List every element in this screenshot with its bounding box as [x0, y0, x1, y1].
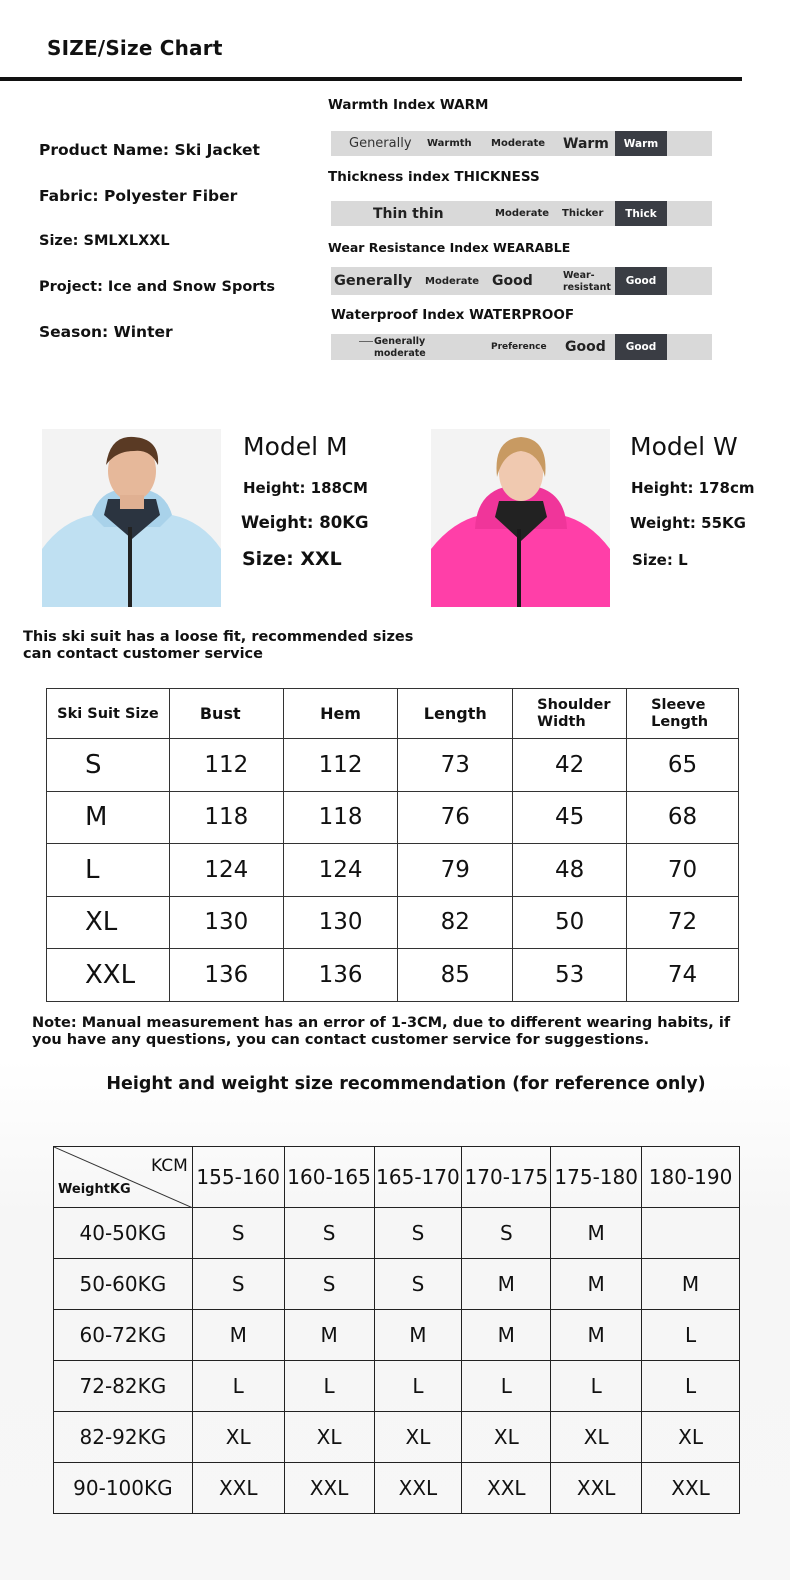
waterproof-label: Preference	[491, 342, 547, 352]
table-cell: 130	[169, 896, 283, 949]
wear-label: Good	[492, 273, 533, 289]
table-cell: 53	[513, 949, 627, 1002]
table-cell: S	[374, 1208, 462, 1259]
table-cell: L	[284, 1361, 374, 1412]
table-cell: XXL	[642, 1463, 740, 1514]
table-cell: XXL	[462, 1463, 551, 1514]
size-table-header-cell: Bust	[169, 689, 283, 739]
table-cell: XL	[284, 1412, 374, 1463]
table-row	[54, 1310, 740, 1361]
size-table-header-cell: Length	[398, 689, 513, 739]
size-table	[46, 688, 739, 1002]
wear-label: Wear-	[563, 269, 595, 281]
wear-label: resistant	[563, 281, 611, 293]
table-cell: L	[642, 1361, 740, 1412]
weight-cell: 82-92KG	[54, 1412, 193, 1463]
table-cell: S	[462, 1208, 551, 1259]
product-name: Product Name: Ski Jacket	[39, 141, 260, 159]
warmth-label: Warmth	[427, 138, 472, 149]
table-cell: L	[642, 1310, 740, 1361]
female-model-height: Height: 178cm	[631, 479, 755, 497]
waterproof-index-bar	[331, 334, 712, 360]
male-model-height: Height: 188CM	[243, 479, 368, 497]
size-table-header	[47, 689, 739, 739]
table-cell: M	[374, 1310, 462, 1361]
table-row	[47, 949, 739, 1002]
size-table-header-cell: Sleeve Length	[627, 689, 739, 739]
table-cell: XL	[462, 1412, 551, 1463]
male-model-title: Model M	[243, 432, 348, 461]
waterproof-label: Good	[565, 339, 606, 355]
weight-cell: 40-50KG	[54, 1208, 193, 1259]
table-row	[47, 791, 739, 844]
waterproof-label: moderate	[374, 348, 426, 359]
recommendation-corner-cell	[54, 1147, 193, 1208]
table-cell: S	[284, 1208, 374, 1259]
fit-note: This ski suit has a loose fit, recommended sizes can contact customer service	[23, 629, 414, 662]
table-cell: M	[192, 1310, 284, 1361]
size-cell: L	[47, 844, 170, 897]
table-cell: L	[551, 1361, 642, 1412]
table-cell: XL	[374, 1412, 462, 1463]
table-cell: 112	[283, 739, 398, 792]
table-row	[54, 1208, 740, 1259]
warmth-selected-level: Warm	[615, 131, 667, 156]
waterproof-selected-level: Good	[615, 334, 667, 360]
table-cell: 70	[627, 844, 739, 897]
product-project: Project: Ice and Snow Sports	[39, 279, 275, 295]
height-header-cell: 160-165	[284, 1147, 374, 1208]
table-cell: 72	[627, 896, 739, 949]
weight-cell: 50-60KG	[54, 1259, 193, 1310]
table-cell: XXL	[551, 1463, 642, 1514]
wear-selected-level: Good	[615, 267, 667, 295]
table-cell: 76	[398, 791, 513, 844]
size-table-header-cell: Hem	[283, 689, 398, 739]
table-row	[47, 844, 739, 897]
table-cell: 124	[283, 844, 398, 897]
wear-index-bar	[331, 267, 712, 295]
thickness-index-title: Thickness index THICKNESS	[328, 169, 540, 185]
table-row	[54, 1463, 740, 1514]
height-header-cell: 165-170	[374, 1147, 462, 1208]
recommendation-title: Height and weight size recommendation (for reference only)	[106, 1074, 706, 1094]
size-table-header-cell: Ski Suit Size	[47, 689, 170, 739]
table-cell: S	[284, 1259, 374, 1310]
table-row	[54, 1259, 740, 1310]
height-header-cell: 175-180	[551, 1147, 642, 1208]
thickness-label: Thicker	[562, 208, 604, 219]
table-cell: L	[374, 1361, 462, 1412]
table-cell: M	[462, 1310, 551, 1361]
wear-label: Moderate	[425, 275, 480, 287]
height-header-cell: 170-175	[462, 1147, 551, 1208]
weight-cell: 60-72KG	[54, 1310, 193, 1361]
waterproof-index-title: Waterproof Index WATERPROOF	[331, 307, 575, 323]
table-cell: XXL	[284, 1463, 374, 1514]
table-cell: 50	[513, 896, 627, 949]
table-cell: M	[642, 1259, 740, 1310]
size-cell: XXL	[47, 949, 170, 1002]
table-row	[47, 739, 739, 792]
table-cell: 45	[513, 791, 627, 844]
table-cell: M	[551, 1310, 642, 1361]
weight-cell: 90-100KG	[54, 1463, 193, 1514]
waterproof-dash	[359, 341, 373, 342]
table-cell: S	[192, 1259, 284, 1310]
table-cell: M	[462, 1259, 551, 1310]
table-cell: 65	[627, 739, 739, 792]
table-cell: XXL	[192, 1463, 284, 1514]
female-model-weight: Weight: 55KG	[630, 514, 746, 532]
table-cell: S	[192, 1208, 284, 1259]
table-cell: L	[192, 1361, 284, 1412]
warmth-index-bar	[331, 131, 712, 156]
page-title: SIZE/Size Chart	[47, 36, 223, 60]
table-cell	[642, 1208, 740, 1259]
table-row	[54, 1412, 740, 1463]
warmth-label: Moderate	[491, 138, 546, 149]
table-cell: 74	[627, 949, 739, 1002]
table-cell: 73	[398, 739, 513, 792]
recommendation-header-row	[54, 1147, 740, 1208]
female-model-photo	[431, 429, 610, 607]
warmth-label: Warm	[563, 135, 609, 152]
size-cell: XL	[47, 896, 170, 949]
table-cell: 124	[169, 844, 283, 897]
warmth-label: Generally	[349, 136, 412, 151]
wear-label: Generally	[334, 273, 413, 289]
wear-index-title: Wear Resistance Index WEARABLE	[328, 240, 571, 255]
table-cell: M	[551, 1208, 642, 1259]
table-cell: 118	[169, 791, 283, 844]
table-cell: XXL	[374, 1463, 462, 1514]
corner-weight-label: WeightKG	[58, 1182, 131, 1197]
corner-height-unit: KCM	[151, 1156, 188, 1176]
warmth-index-title: Warmth Index WARM	[328, 97, 489, 113]
product-season: Season: Winter	[39, 323, 173, 341]
table-cell: 82	[398, 896, 513, 949]
table-cell: 85	[398, 949, 513, 1002]
table-cell: S	[374, 1259, 462, 1310]
recommendation-table	[53, 1146, 740, 1514]
table-row	[54, 1361, 740, 1412]
table-cell: 48	[513, 844, 627, 897]
title-divider	[0, 77, 742, 81]
product-fabric: Fabric: Polyester Fiber	[39, 187, 238, 205]
table-cell: XL	[551, 1412, 642, 1463]
table-cell: L	[462, 1361, 551, 1412]
table-cell: 68	[627, 791, 739, 844]
male-model-size: Size: XXL	[242, 548, 342, 570]
thickness-index-bar	[331, 201, 712, 226]
male-model-photo	[42, 429, 221, 607]
table-cell: 136	[283, 949, 398, 1002]
measurement-note: Note: Manual measurement has an error of 1-3CM, due to different wearing habits, if you have any questions, you can contact customer service for suggestions.	[32, 1015, 731, 1048]
female-model-title: Model W	[630, 432, 738, 461]
table-cell: M	[551, 1259, 642, 1310]
table-cell: 136	[169, 949, 283, 1002]
size-cell: S	[47, 739, 170, 792]
weight-cell: 72-82KG	[54, 1361, 193, 1412]
table-cell: 79	[398, 844, 513, 897]
male-model-weight: Weight: 80KG	[241, 513, 369, 532]
thickness-label: Moderate	[495, 208, 550, 219]
height-header-cell: 180-190	[642, 1147, 740, 1208]
height-header-cell: 155-160	[192, 1147, 284, 1208]
table-cell: 130	[283, 896, 398, 949]
table-cell: XL	[642, 1412, 740, 1463]
table-row	[47, 896, 739, 949]
table-cell: 42	[513, 739, 627, 792]
thickness-selected-level: Thick	[615, 201, 667, 226]
thickness-label: Thin thin	[373, 205, 444, 222]
product-size: Size: SMLXLXXL	[39, 233, 170, 249]
female-model-size: Size: L	[632, 551, 688, 569]
table-cell: XL	[192, 1412, 284, 1463]
size-table-header-cell: Shoulder Width	[513, 689, 627, 739]
size-cell: M	[47, 791, 170, 844]
table-cell: 118	[283, 791, 398, 844]
table-cell: M	[284, 1310, 374, 1361]
waterproof-label: Generally	[374, 336, 426, 347]
table-cell: 112	[169, 739, 283, 792]
